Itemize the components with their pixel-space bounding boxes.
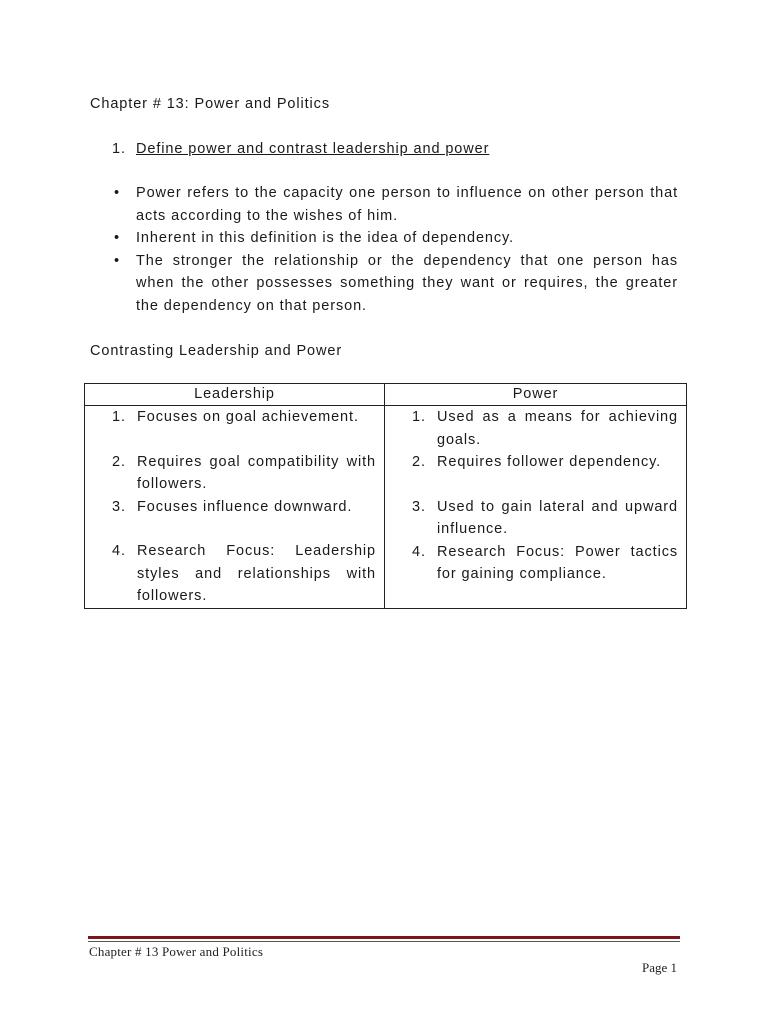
item-number: 1. — [412, 409, 426, 425]
item-text: Used to gain lateral and upward influence. — [437, 498, 678, 537]
spacer — [385, 474, 678, 496]
table-header-row — [85, 384, 687, 406]
footer-rule-thin — [88, 941, 680, 942]
page-number: Page 1 — [641, 960, 677, 975]
item-number: 3. — [412, 498, 426, 515]
list-item — [385, 406, 678, 451]
chapter-title: Chapter # 13: Power and Politics — [90, 96, 330, 112]
table-body-row — [85, 406, 687, 609]
question-text: Define power and contrast leadership and power — [136, 141, 490, 157]
leadership-cell — [85, 406, 385, 609]
item-text: Research Focus: Leadership styles and relationships with followers. — [137, 543, 376, 604]
item-number: 2. — [112, 453, 126, 470]
column-header-leadership: Leadership — [85, 384, 385, 406]
bullet-list — [112, 182, 678, 317]
item-number: 2. — [412, 454, 426, 470]
power-list — [385, 406, 686, 586]
bullet-item — [112, 182, 678, 227]
question-number: 1. — [112, 141, 126, 157]
item-number: 4. — [412, 543, 426, 560]
item-number: 1. — [112, 409, 126, 425]
question-heading — [112, 138, 489, 161]
item-number: 4. — [112, 543, 126, 559]
spacer — [85, 429, 376, 451]
section-subheading: Contrasting Leadership and Power — [90, 343, 343, 359]
list-item — [85, 406, 376, 429]
list-item — [385, 541, 678, 586]
bullet-icon: • — [114, 185, 120, 201]
item-text: Focuses on goal achievement. — [137, 409, 359, 425]
comparison-table — [84, 383, 687, 609]
list-item — [385, 496, 678, 541]
item-text: Research Focus: Power tactics for gaining compliance. — [437, 543, 678, 582]
item-text: Requires follower dependency. — [437, 454, 662, 470]
item-number: 3. — [112, 498, 126, 515]
list-item — [385, 451, 678, 474]
item-text: Focuses influence downward. — [137, 498, 353, 515]
bullet-text: The stronger the relationship or the dependency that one person has when the other possesses something they want or requires, the greater the dependency on that person. — [136, 252, 678, 314]
list-item — [85, 496, 376, 519]
item-text: Used as a means for achieving goals. — [437, 409, 678, 448]
bullet-item — [112, 250, 678, 318]
spacer — [85, 518, 376, 540]
bullet-text: Power refers to the capacity one person to influence on other person that acts according to the wishes of him. — [136, 185, 678, 224]
column-header-power: Power — [385, 384, 687, 406]
footer-rule — [88, 936, 680, 942]
item-text: Requires goal compatibility with followers. — [137, 453, 376, 492]
leadership-list — [85, 406, 384, 608]
bullet-icon: • — [114, 230, 120, 246]
bullet-text: Inherent in this definition is the idea of dependency. — [136, 230, 515, 246]
footer-chapter-label: Chapter # 13 Power and Politics — [89, 944, 264, 959]
list-item — [85, 540, 376, 608]
power-cell — [385, 406, 687, 609]
bullet-item — [112, 227, 678, 250]
bullet-icon: • — [114, 252, 120, 269]
list-item — [85, 451, 376, 496]
footer-rule-thick — [88, 936, 680, 939]
